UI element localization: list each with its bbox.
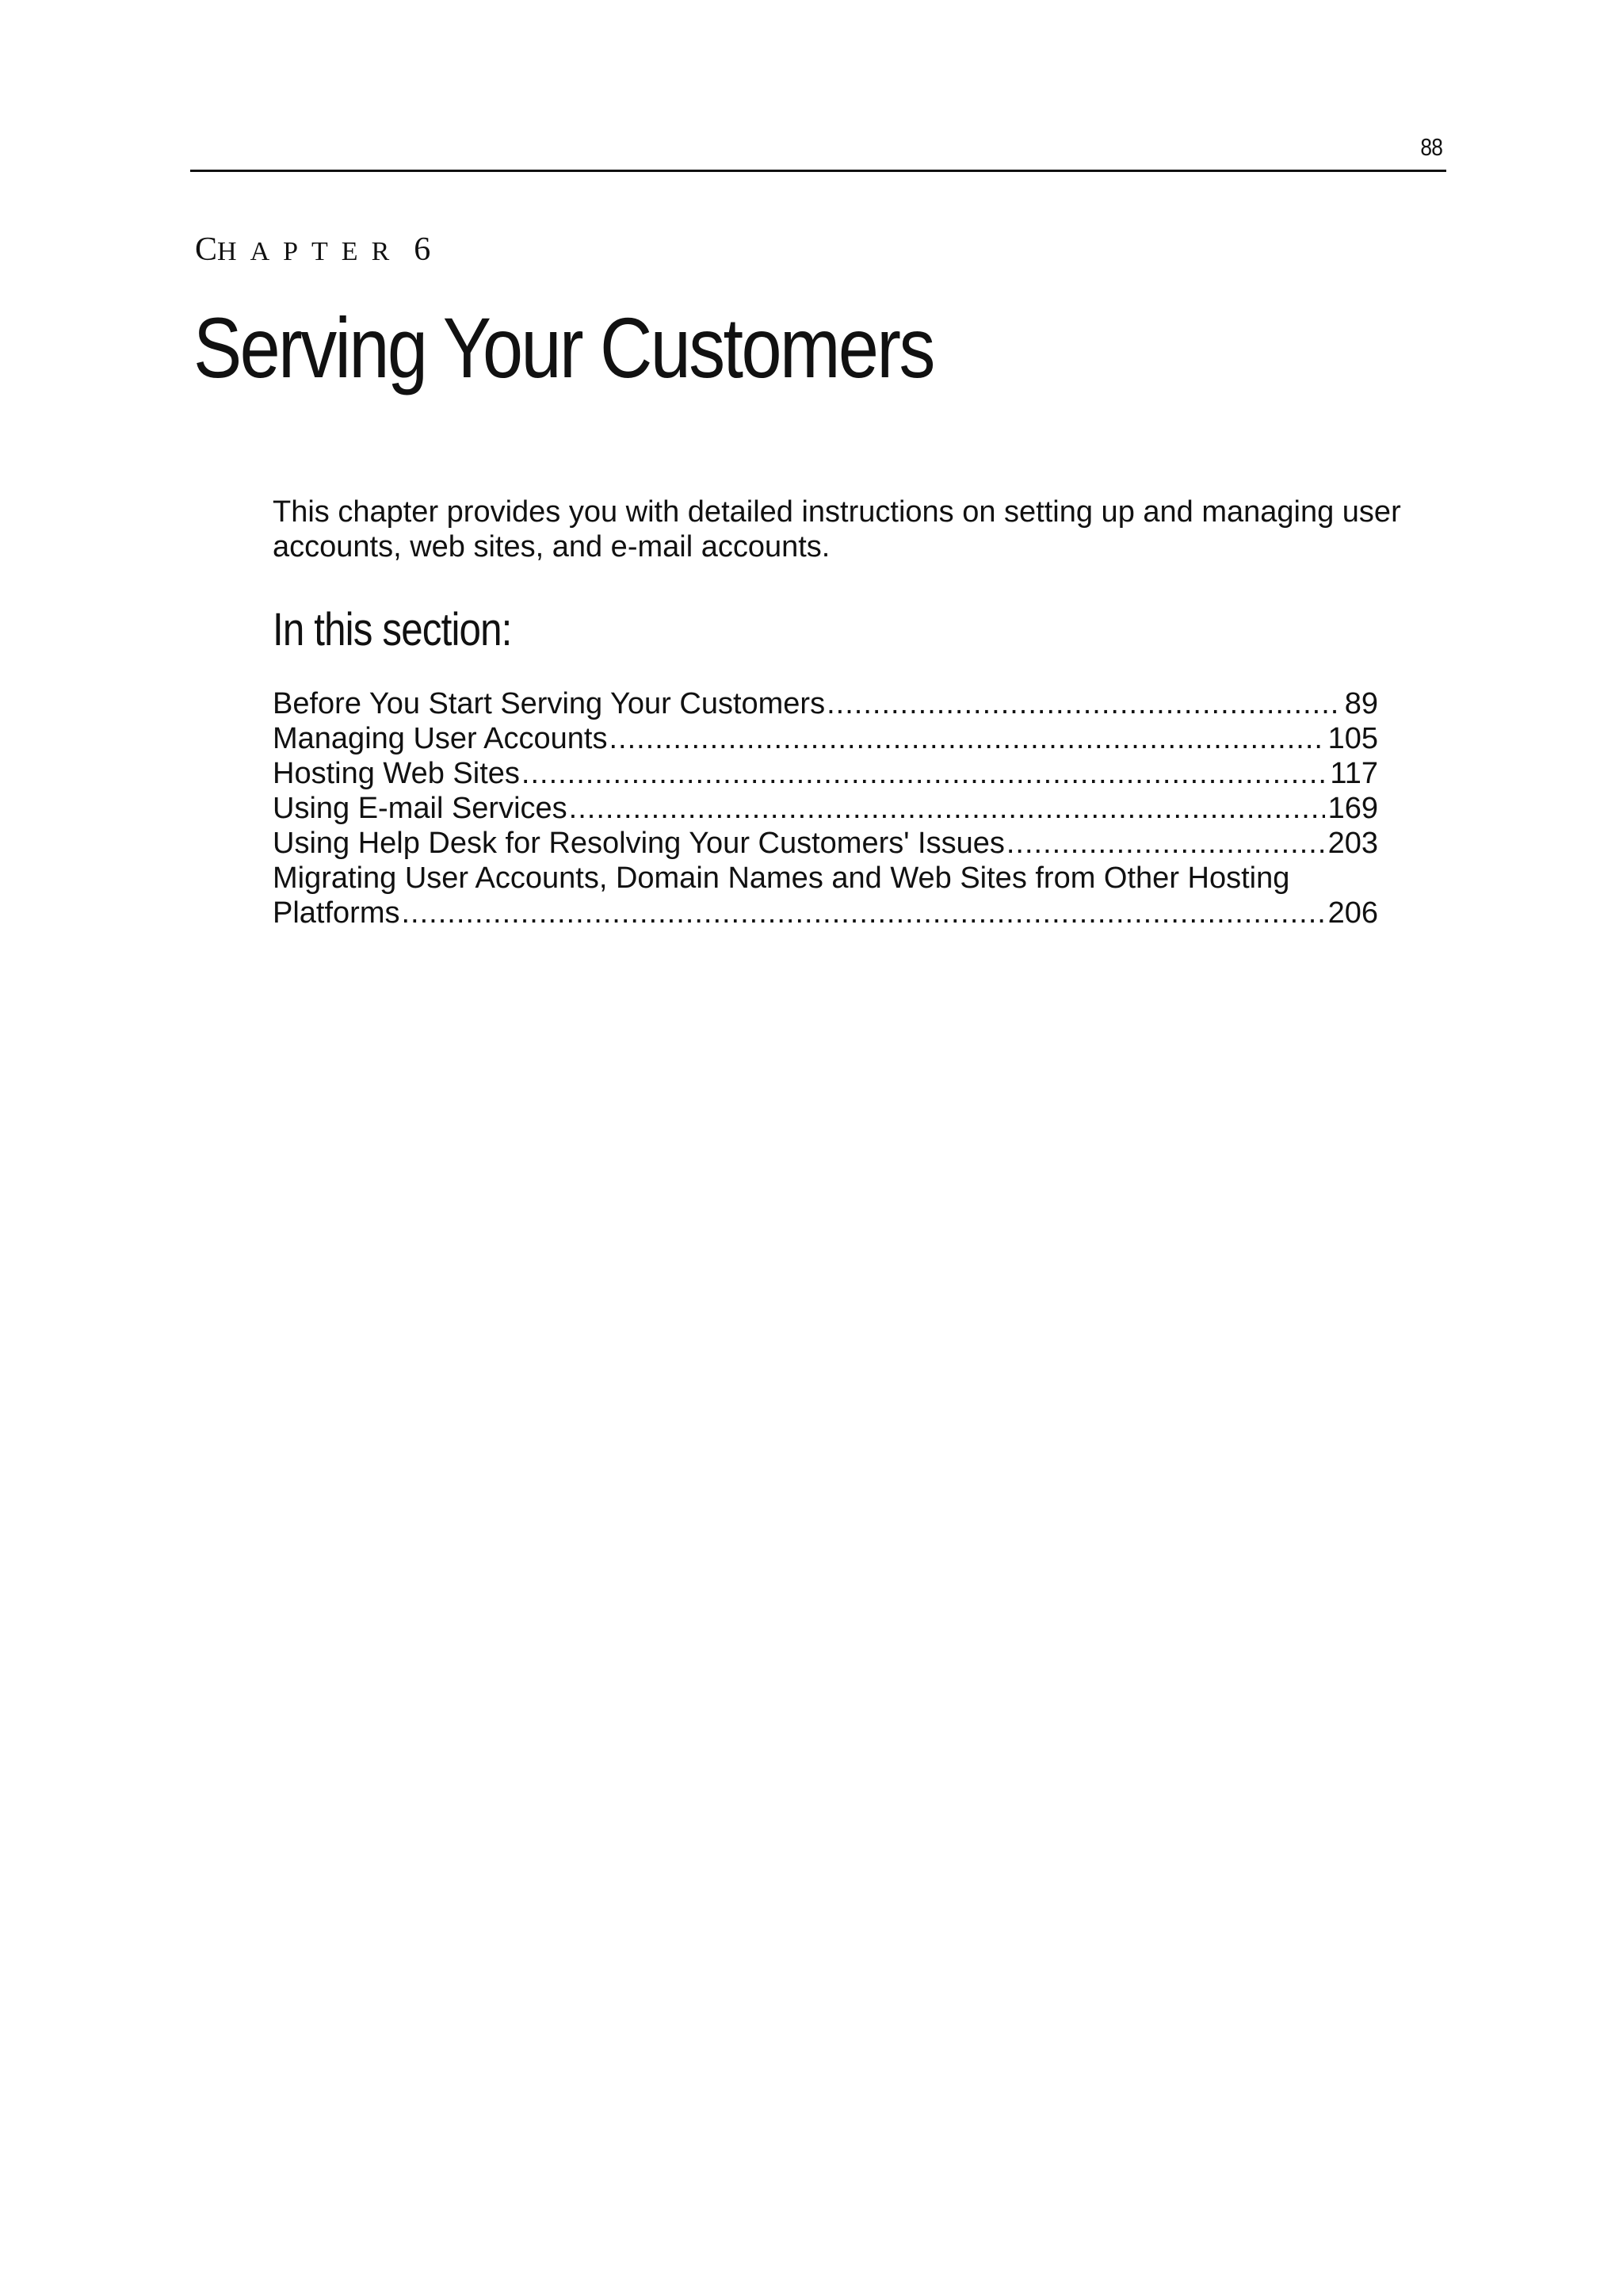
table-of-contents <box>273 686 1378 930</box>
toc-leader <box>401 896 1324 930</box>
page-number: 88 <box>1420 133 1442 161</box>
toc-entry-title: Using Help Desk for Resolving Your Customers' Issues <box>273 827 1005 860</box>
header-rule <box>190 170 1446 172</box>
chapter-label-rest: HAPTER <box>217 237 403 266</box>
toc-entry-page: 89 <box>1344 687 1378 720</box>
toc-entry-title: Using E-mail Services <box>273 792 567 825</box>
toc-leader <box>609 721 1324 756</box>
toc-entry[interactable] <box>273 756 1378 791</box>
toc-entry[interactable] <box>273 826 1378 861</box>
section-heading: In this section: <box>273 604 512 655</box>
toc-leader <box>827 686 1342 721</box>
toc-entry-title: Before You Start Serving Your Customers <box>273 687 826 720</box>
toc-entry-page: 169 <box>1327 792 1378 825</box>
chapter-number: 6 <box>414 231 431 268</box>
toc-entry[interactable] <box>273 791 1378 826</box>
toc-entry-page: 105 <box>1327 722 1378 755</box>
toc-entry-page: 206 <box>1327 896 1378 930</box>
chapter-label-initial: C <box>195 231 218 268</box>
toc-entry-title: Hosting Web Sites <box>273 757 520 790</box>
toc-leader <box>569 791 1325 826</box>
toc-leader <box>1006 826 1325 861</box>
toc-leader <box>521 756 1327 791</box>
chapter-title: Serving Your Customers <box>193 300 934 395</box>
chapter-label <box>195 233 430 266</box>
toc-entry-title-line2: Platforms <box>273 896 400 930</box>
toc-entry-page: 203 <box>1327 827 1378 860</box>
toc-entry-title-line1: Migrating User Accounts, Domain Names and Web Sites from Other Hosting <box>273 861 1290 895</box>
toc-entry[interactable] <box>273 686 1378 721</box>
chapter-intro: This chapter provides you with detailed instructions on setting up and managing user accounts, web sites, and e-mail accounts. <box>273 495 1401 563</box>
toc-entry[interactable] <box>273 721 1378 756</box>
toc-entry-multiline[interactable] <box>273 861 1378 930</box>
toc-entry-title: Managing User Accounts <box>273 722 608 755</box>
toc-entry-page: 117 <box>1330 757 1378 790</box>
